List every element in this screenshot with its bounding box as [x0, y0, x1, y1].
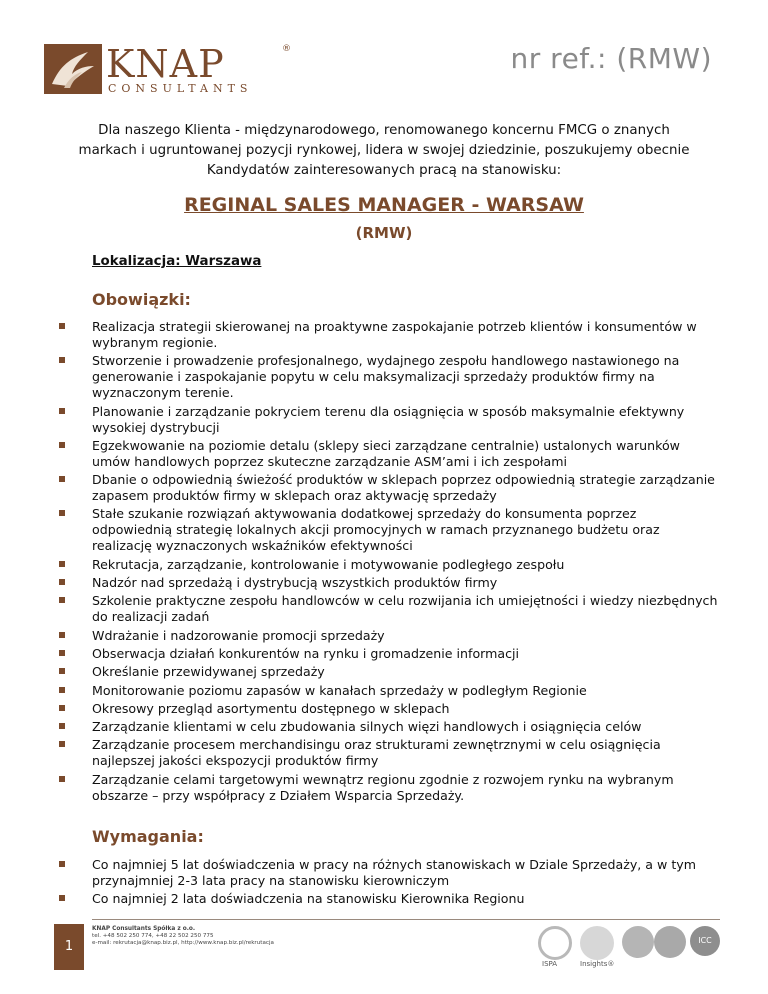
bullet-icon: [59, 705, 65, 711]
reference-number: nr ref.: (RMW): [510, 42, 712, 75]
footer-company: KNAP Consultants Spółka z o.o.: [92, 926, 196, 932]
ispa-label: ISPA: [542, 960, 558, 968]
bullet-icon: [59, 687, 65, 693]
bullet-icon: [59, 510, 65, 516]
list-item: Zarządzanie celami targetowymi wewnątrz regionu zgodnie z rozwojem rynku na wybranym obszarze – przy współpracy z Działem Wsparcia Sprzedaży.: [56, 772, 718, 804]
logo-wordmark: KNAP: [106, 42, 225, 86]
insights-badge-icon: [580, 926, 614, 960]
list-item: Realizacja strategii skierowanej na proaktywne zaspokajanie potrzeb klientów i konsumentów w wybranym regionie.: [56, 319, 718, 351]
icc-badge-icon: ICC: [690, 926, 720, 956]
list-item: Co najmniej 2 lata doświadczenia na stanowisku Kierownika Regionu: [56, 891, 718, 907]
list-item: Stałe szukanie rozwiązań aktywowania dodatkowej sprzedaży do konsumenta poprzez odpowiednią strategię lokalnych akcji promocyjnych w ramach przyznanego budżetu oraz realizację wyznaczonych wskaźników efektywności: [56, 506, 718, 554]
job-title: REGINAL SALES MANAGER - WARSAW: [184, 194, 584, 216]
certification-badges: [536, 926, 722, 968]
footer-phone: tel. +48 502 250 774, +48 22 502 250 775: [92, 933, 214, 939]
list-item: Okresowy przegląd asortymentu dostępnego w sklepach: [56, 701, 718, 717]
footer-divider: [92, 919, 720, 920]
list-item: Stworzenie i prowadzenie profesjonalnego, wydajnego zespołu handlowego nastawionego na generowanie i zaspokajanie popytu w celu maksymalizacji sprzedaży produktów firmy na wyznaczonym terenie.: [56, 353, 718, 401]
bullet-icon: [59, 723, 65, 729]
bullet-icon: [59, 597, 65, 603]
bullet-icon: [59, 579, 65, 585]
bullet-icon: [59, 895, 65, 901]
insights-label: Insights®: [580, 960, 615, 968]
page-number: 1: [54, 924, 84, 970]
registered-mark: ®: [282, 44, 291, 54]
bullet-icon: [59, 357, 65, 363]
bullet-icon: [59, 668, 65, 674]
duties-heading: Obowiązki:: [92, 290, 191, 309]
list-item: Obserwacja działań konkurentów na rynku i gromadzenie informacji: [56, 646, 718, 662]
medal-badge-icon: [622, 926, 654, 958]
bullet-icon: [59, 776, 65, 782]
list-item: Nadzór nad sprzedażą i dystrybucją wszystkich produktów firmy: [56, 575, 718, 591]
list-item: Planowanie i zarządzanie pokryciem terenu dla osiągnięcia w sposób maksymalnie efektywny wysokiej dystrybucji: [56, 404, 718, 436]
eagle-logo-icon: [44, 44, 102, 94]
footer-contact: [92, 926, 274, 947]
requirements-heading: Wymagania:: [92, 827, 204, 846]
job-code: (RMW): [355, 224, 413, 242]
requirements-list: [56, 857, 718, 910]
list-item: Zarządzanie procesem merchandisingu oraz strukturami zewnętrznymi w celu osiągnięcia najlepszej jakości ekspozycji produktów firmy: [56, 737, 718, 769]
list-item: Zarządzanie klientami w celu zbudowania silnych więzi handlowych i osiągnięcia celów: [56, 719, 718, 735]
list-item: Co najmniej 5 lat doświadczenia w pracy na różnych stanowiskach w Dziale Sprzedaży, a w tym przynajmniej 2-3 lata pracy na stanowisku kierowniczym: [56, 857, 718, 889]
company-logo: [44, 42, 291, 102]
bullet-icon: [59, 408, 65, 414]
list-item: Szkolenie praktyczne zespołu handlowców w celu rozwijania ich umiejętności i wiedzy niezbędnych do realizacji zadań: [56, 593, 718, 625]
duties-list: [56, 319, 718, 806]
list-item: Dbanie o odpowiednią świeżość produktów w sklepach poprzez odpowiednią strategie zarządzanie zapasem produktów firmy w sklepach oraz aktywację sprzedaży: [56, 472, 718, 504]
list-item: Rekrutacja, zarządzanie, kontrolowanie i motywowanie podległego zespołu: [56, 557, 718, 573]
bullet-icon: [59, 632, 65, 638]
list-item: Wdrażanie i nadzorowanie promocji sprzedaży: [56, 628, 718, 644]
bullet-icon: [59, 741, 65, 747]
location: Lokalizacja: Warszawa: [92, 254, 262, 269]
ispa-badge-icon: [538, 926, 572, 960]
list-item: Egzekwowanie na poziomie detalu (sklepy sieci zarządzane centralnie) ustalonych warunków umów handlowych poprzez skuteczne zarządzanie ASM’ami i ich zespołami: [56, 438, 718, 470]
bullet-icon: [59, 650, 65, 656]
bullet-icon: [59, 442, 65, 448]
list-item: Monitorowanie poziomu zapasów w kanałach sprzedaży w podległym Regionie: [56, 683, 718, 699]
bullet-icon: [59, 323, 65, 329]
footer-email: e-mail: rekrutacja@knap.biz.pl, http://www.knap.biz.pl/rekrutacja: [92, 940, 274, 946]
bullet-icon: [59, 861, 65, 867]
medal-badge-icon: [654, 926, 686, 958]
bullet-icon: [59, 476, 65, 482]
list-item: Określanie przewidywanej sprzedaży: [56, 664, 718, 680]
logo-subtitle: CONSULTANTS: [108, 82, 253, 95]
bullet-icon: [59, 561, 65, 567]
intro-paragraph: Dla naszego Klienta - międzynarodowego, renomowanego koncernu FMCG o znanych markach i ugruntowanej pozycji rynkowej, lidera w swojej dziedzinie, poszukujemy obecnie Kandydatów zainteresowanych pracą na stanowisku:: [78, 123, 690, 178]
